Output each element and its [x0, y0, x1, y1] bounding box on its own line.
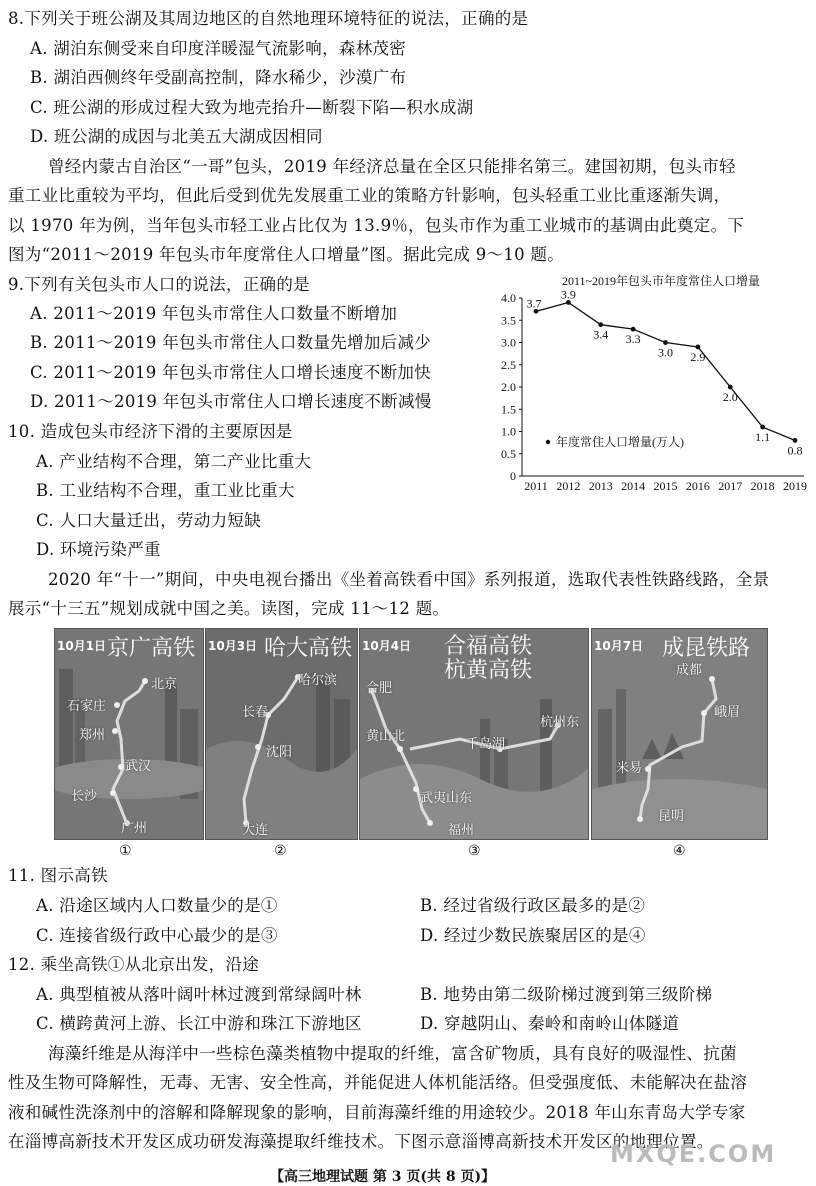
passage1-line3: 以 1970 年为例，当年包头市轻工业占比仅为 13.9％，包头市作为重工业城市的基调由此奠定。下	[8, 216, 745, 235]
city-label: 广州	[121, 821, 148, 836]
legend-label: 年度常住人口增量(万人)	[556, 435, 684, 449]
passage3-line1: 海藻纤维是从海洋中一些棕色藻类植物中提取的纤维，富含矿物质，具有良好的吸湿性、抗菌	[48, 1044, 737, 1063]
panel-date: 10月1日	[57, 639, 107, 653]
watermark: MXQE.COM	[610, 1140, 777, 1168]
legend-marker	[546, 440, 550, 444]
city-label: 北京	[151, 677, 178, 692]
city-label: 长春	[242, 705, 269, 720]
panel-number: ③	[468, 843, 481, 859]
x-tick-label: 2018	[750, 479, 775, 492]
q8-option-a: A. 湖泊东侧受来自印度洋暖湿气流影响，森林茂密	[30, 39, 407, 58]
population-line-chart	[492, 270, 810, 492]
data-label: 2.0	[722, 390, 738, 404]
q11-stem: 11. 图示高铁	[8, 866, 108, 885]
y-tick-label: 1.0	[501, 424, 516, 439]
q12-option-d: D. 穿越阴山、秦岭和南岭山体隧道	[420, 1014, 680, 1033]
q8-option-b: B. 湖泊西侧终年受副高控制，降水稀少，沙漠广布	[30, 68, 407, 87]
panel-jingguang	[54, 628, 204, 840]
data-label: 3.7	[526, 296, 542, 311]
railway-maps	[54, 628, 768, 840]
y-tick-label: 2.0	[501, 380, 516, 394]
x-tick-label: 2019	[783, 479, 807, 492]
data-label: 3.9	[560, 287, 576, 302]
q11-option-d: D. 经过少数民族聚居区的是④	[420, 926, 646, 945]
q9-option-c: C. 2011～2019 年包头市常住人口增长速度不断加快	[30, 363, 431, 382]
q9-option-a: A. 2011～2019 年包头市常住人口数量不断增加	[30, 304, 398, 323]
city-label: 杭州东	[540, 715, 580, 730]
city-label: 武汉	[125, 759, 152, 774]
x-tick-label: 2012	[556, 479, 581, 492]
panel-hada	[205, 628, 358, 840]
q9-stem: 9.下列有关包头市人口的说法，正确的是	[8, 275, 310, 294]
passage3-line2: 性及生物可降解性，无毒、无害、安全性高，并能促进人体机能活络。但受强度低、未能解决在盐溶	[8, 1073, 748, 1092]
panel-number: ④	[673, 843, 686, 859]
city-label: 大连	[242, 823, 269, 838]
panel-number: ①	[119, 843, 132, 859]
y-tick-label: 3.5	[501, 313, 516, 328]
passage1-line4: 图为“2011～2019 年包头市年度常住人口增量”图。据此完成 9～10 题。	[8, 245, 565, 264]
q9-option-d: D. 2011～2019 年包头市常住人口增长速度不断减慢	[30, 392, 432, 411]
city-label: 峨眉	[714, 705, 741, 720]
y-tick-label: 0	[510, 469, 516, 483]
q11-option-b: B. 经过省级行政区最多的是②	[420, 896, 646, 915]
data-point	[663, 340, 668, 345]
data-point	[728, 385, 733, 390]
passage1-line1: 曾经内蒙古自治区“一哥”包头，2019 年经济总量在全区只能排名第三。建国初期，包头市轻	[48, 157, 736, 176]
data-point	[631, 327, 636, 332]
panel-title: 合福高铁	[444, 634, 533, 659]
q10-option-d: D. 环境污染严重	[36, 540, 161, 559]
panel-title: 成昆铁路	[662, 636, 751, 661]
data-label: 0.8	[787, 443, 803, 458]
y-tick-label: 0.5	[501, 446, 516, 461]
data-point	[598, 322, 603, 327]
panel-date: 10月4日	[362, 639, 412, 653]
q12-option-c: C. 横跨黄河上游、长江中游和珠江下游地区	[36, 1014, 362, 1033]
panel-chengkun	[591, 628, 768, 840]
panel-hefu-hanghuang	[359, 628, 589, 840]
data-label: 3.4	[593, 327, 609, 342]
city-label: 成都	[676, 663, 703, 678]
city-label: 哈尔滨	[298, 673, 338, 688]
x-tick-label: 2013	[588, 479, 613, 492]
q12-option-a: A. 典型植被从落叶阔叶林过渡到常绿阔叶林	[36, 985, 362, 1004]
city-label: 米易	[616, 761, 643, 776]
city-label: 黄山北	[366, 729, 406, 744]
q8-option-c: C. 班公湖的形成过程大致为地壳抬升—断裂下陷—积水成湖	[30, 98, 474, 117]
data-label: 3.3	[625, 332, 641, 347]
data-label: 3.0	[658, 345, 673, 360]
data-label: 2.9	[690, 349, 706, 364]
y-tick-label: 1.5	[501, 402, 516, 417]
city-label: 沈阳	[266, 745, 293, 760]
q10-option-a: A. 产业结构不合理，第二产业比重大	[36, 452, 312, 471]
q10-stem: 10. 造成包头市经济下滑的主要原因是	[8, 422, 293, 441]
q10-option-b: B. 工业结构不合理，重工业比重大	[36, 481, 295, 500]
city-label: 福州	[448, 823, 475, 838]
passage2-line1: 2020 年“十一”期间，中央电视台播出《坐着高铁看中国》系列报道，选取代表性铁路线路，全景	[48, 570, 770, 589]
data-label: 1.1	[755, 430, 771, 445]
q11-option-a: A. 沿途区域内人口数量少的是①	[36, 896, 278, 915]
y-tick-label: 2.5	[501, 357, 516, 372]
city-label: 昆明	[658, 809, 685, 824]
series-line	[536, 302, 795, 440]
data-point	[695, 345, 700, 350]
city-label: 武夷山东	[420, 791, 473, 806]
chart-title: 2011~2019年包头市年度常住人口增量	[561, 274, 761, 288]
x-tick-label: 2016	[685, 479, 710, 492]
panel-date: 10月7日	[594, 639, 644, 653]
q12-option-b: B. 地势由第二级阶梯过渡到第三级阶梯	[420, 985, 713, 1004]
city-label: 石家庄	[67, 699, 107, 714]
passage3-line3: 液和碱性洗涤剂中的溶解和降解现象的影响，目前海藻纤维的用途较少。2018 年山东青岛大学专家	[8, 1103, 746, 1122]
panel-date: 10月3日	[208, 639, 258, 653]
q11-option-c: C. 连接省级行政中心最少的是③	[36, 926, 278, 945]
panel-title: 京广高铁	[107, 636, 196, 661]
x-tick-label: 2017	[718, 479, 743, 492]
city-label: 千岛湖	[466, 737, 506, 752]
q8-stem: 8.下列关于班公湖及其周边地区的自然地理环境特征的说法，正确的是	[8, 9, 529, 28]
passage2-line2: 展示“十三五”规划成就中国之美。读图，完成 11～12 题。	[8, 599, 450, 618]
panel-title-secondary: 杭黄高铁	[444, 658, 533, 683]
x-tick-label: 2015	[653, 479, 678, 492]
passage3-line4: 在淄博高新技术开发区成功研发海藻提取纤维技术。下图示意淄博高新技术开发区的地理位置。	[8, 1132, 714, 1151]
q10-option-c: C. 人口大量迁出，劳动力短缺	[36, 511, 262, 530]
x-tick-label: 2011	[524, 479, 548, 492]
passage1-line2: 重工业比重较为平均，但此后受到优先发展重工业的策略方针影响，包头轻重工业比重逐渐失调，	[8, 186, 731, 205]
q8-option-d: D. 班公湖的成因与北美五大湖成因相同	[30, 127, 323, 146]
data-point	[793, 438, 798, 443]
city-label: 郑州	[79, 728, 106, 743]
panel-number: ②	[274, 843, 287, 859]
city-label: 长沙	[71, 789, 98, 804]
y-tick-label: 3.0	[501, 335, 516, 350]
q9-option-b: B. 2011～2019 年包头市常住人口数量先增加后减少	[30, 333, 432, 352]
city-label: 合肥	[366, 681, 393, 696]
page-footer: 【高三地理试题 第 3 页(共 8 页)】	[270, 1169, 496, 1185]
panel-title: 哈大高铁	[264, 636, 353, 661]
x-tick-label: 2014	[621, 479, 646, 492]
y-tick-label: 4.0	[501, 291, 516, 305]
data-point	[760, 425, 765, 430]
q12-stem: 12. 乘坐高铁①从北京出发，沿途	[8, 955, 260, 974]
